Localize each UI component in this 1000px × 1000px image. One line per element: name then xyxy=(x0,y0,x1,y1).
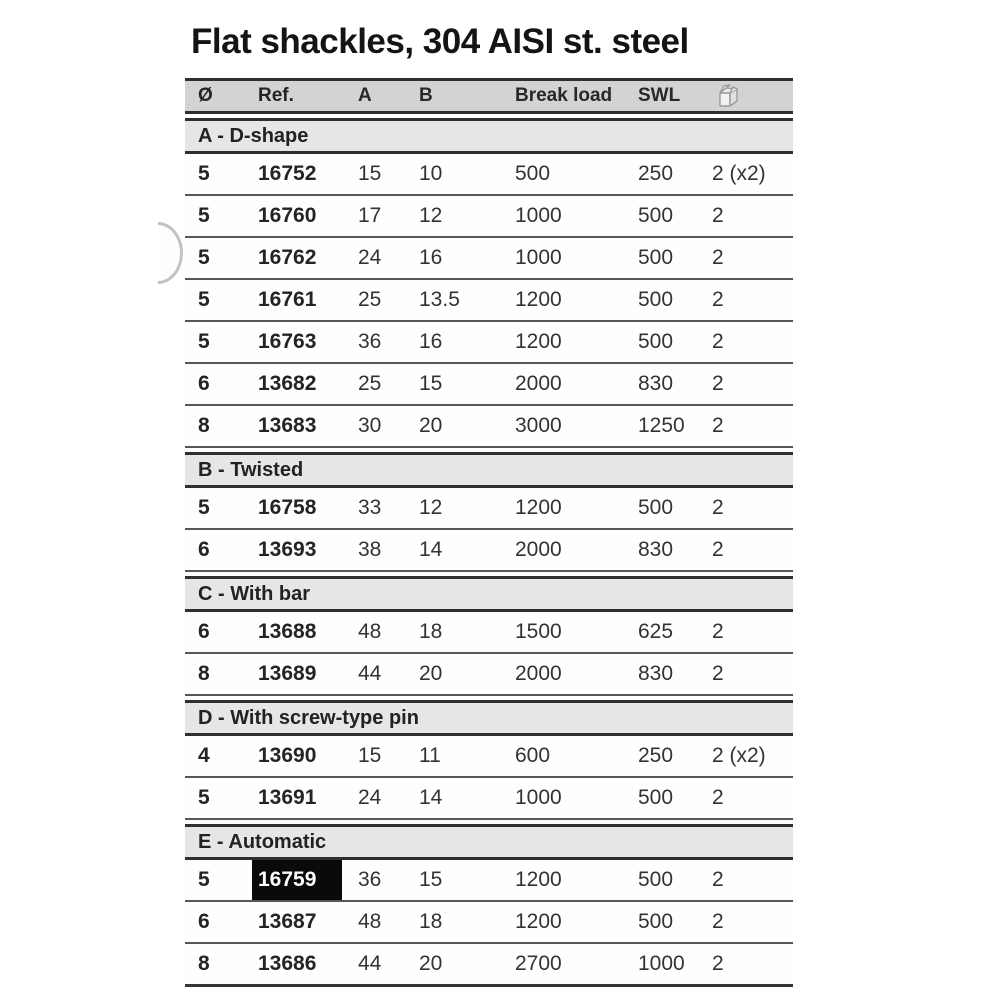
column-header-break-load: Break load xyxy=(515,84,613,106)
cell-break-load: 600 xyxy=(515,743,551,767)
cell-a: 24 xyxy=(358,785,382,809)
cell-qty: 2 xyxy=(712,951,724,975)
cell-diameter: 5 xyxy=(198,867,210,891)
table-row xyxy=(185,778,793,820)
cell-diameter: 6 xyxy=(198,909,210,933)
cell-qty: 2 xyxy=(712,329,724,353)
table-row xyxy=(185,364,793,406)
cell-swl: 500 xyxy=(638,287,674,311)
cell-qty: 2 xyxy=(712,287,724,311)
cell-a: 15 xyxy=(358,161,382,185)
cell-b: 12 xyxy=(419,495,443,519)
cell-diameter: 8 xyxy=(198,951,210,975)
cell-ref: 13682 xyxy=(258,371,317,395)
cell-diameter: 5 xyxy=(198,203,210,227)
cell-ref: 13691 xyxy=(258,785,317,809)
column-header-swl: SWL xyxy=(638,84,681,106)
cell-a: 24 xyxy=(358,245,382,269)
cell-diameter: 5 xyxy=(198,287,210,311)
cell-ref: 13683 xyxy=(258,413,317,437)
cell-ref: 13689 xyxy=(258,661,317,685)
cell-qty: 2 xyxy=(712,203,724,227)
cell-swl: 500 xyxy=(638,495,674,519)
cell-break-load: 1200 xyxy=(515,909,562,933)
section-header-d-shape: A - D-shape xyxy=(185,118,793,154)
catalog-page xyxy=(185,24,793,987)
cell-qty: 2 xyxy=(712,245,724,269)
table-row xyxy=(185,944,793,987)
cell-break-load: 2000 xyxy=(515,371,562,395)
cell-swl: 625 xyxy=(638,619,674,643)
cell-b: 18 xyxy=(419,909,443,933)
cell-break-load: 1200 xyxy=(515,329,562,353)
cell-a: 25 xyxy=(358,371,382,395)
cell-diameter: 6 xyxy=(198,371,210,395)
page-curl-artifact xyxy=(158,222,183,284)
shackles-table xyxy=(185,78,793,987)
cell-b: 14 xyxy=(419,537,443,561)
cell-qty: 2 xyxy=(712,661,724,685)
cell-ref: 16761 xyxy=(258,287,317,311)
table-row xyxy=(185,238,793,280)
page-title: Flat shackles, 304 AISI st. steel xyxy=(191,22,689,61)
cell-b: 15 xyxy=(419,371,443,395)
cell-diameter: 8 xyxy=(198,413,210,437)
cell-ref: 16760 xyxy=(258,203,317,227)
cell-diameter: 5 xyxy=(198,245,210,269)
table-row xyxy=(185,530,793,572)
cell-ref: 13690 xyxy=(258,743,317,767)
cell-qty: 2 xyxy=(712,371,724,395)
table-row xyxy=(185,322,793,364)
section-header-automatic: E - Automatic xyxy=(185,824,793,860)
cell-qty: 2 xyxy=(712,413,724,437)
cell-swl: 830 xyxy=(638,661,674,685)
cell-qty: 2 xyxy=(712,537,724,561)
cell-qty: 2 xyxy=(712,785,724,809)
cell-swl: 250 xyxy=(638,743,674,767)
cell-a: 15 xyxy=(358,743,382,767)
table-row xyxy=(185,406,793,448)
cell-swl: 830 xyxy=(638,537,674,561)
cell-swl: 500 xyxy=(638,785,674,809)
cell-a: 17 xyxy=(358,203,382,227)
cell-diameter: 5 xyxy=(198,329,210,353)
cell-ref: 13686 xyxy=(258,951,317,975)
section-header-twisted: B - Twisted xyxy=(185,452,793,488)
cell-break-load: 1500 xyxy=(515,619,562,643)
cell-ref: 13687 xyxy=(258,909,317,933)
cell-diameter: 4 xyxy=(198,743,210,767)
cell-a: 33 xyxy=(358,495,382,519)
cell-b: 10 xyxy=(419,161,443,185)
table-row xyxy=(185,612,793,654)
package-icon xyxy=(714,83,742,109)
cell-qty: 2 xyxy=(712,867,724,891)
cell-break-load: 3000 xyxy=(515,413,562,437)
cell-b: 16 xyxy=(419,245,443,269)
cell-break-load: 1000 xyxy=(515,785,562,809)
cell-qty: 2 (x2) xyxy=(712,161,766,185)
cell-b: 11 xyxy=(419,743,441,767)
cell-break-load: 1000 xyxy=(515,245,562,269)
table-row xyxy=(185,736,793,778)
cell-break-load: 2000 xyxy=(515,537,562,561)
cell-swl: 500 xyxy=(638,245,674,269)
cell-b: 13.5 xyxy=(419,287,460,311)
cell-swl: 500 xyxy=(638,329,674,353)
cell-break-load: 1200 xyxy=(515,495,562,519)
table-row xyxy=(185,196,793,238)
cell-swl: 1000 xyxy=(638,951,685,975)
table-row xyxy=(185,654,793,696)
cell-break-load: 2000 xyxy=(515,661,562,685)
cell-swl: 500 xyxy=(638,867,674,891)
cell-break-load: 2700 xyxy=(515,951,562,975)
table-row xyxy=(185,860,793,902)
cell-break-load: 1200 xyxy=(515,867,562,891)
cell-break-load: 1200 xyxy=(515,287,562,311)
cell-a: 36 xyxy=(358,867,382,891)
cell-diameter: 8 xyxy=(198,661,210,685)
cell-a: 48 xyxy=(358,619,382,643)
cell-ref: 16752 xyxy=(258,161,317,185)
cell-break-load: 1000 xyxy=(515,203,562,227)
table-row xyxy=(185,902,793,944)
cell-swl: 500 xyxy=(638,909,674,933)
cell-a: 36 xyxy=(358,329,382,353)
cell-swl: 500 xyxy=(638,203,674,227)
cell-diameter: 5 xyxy=(198,495,210,519)
cell-diameter: 6 xyxy=(198,619,210,643)
cell-b: 20 xyxy=(419,661,443,685)
cell-ref: 16763 xyxy=(258,329,317,353)
table-row xyxy=(185,488,793,530)
table-row xyxy=(185,154,793,196)
cell-ref-highlighted: 16759 xyxy=(252,860,342,900)
cell-b: 15 xyxy=(419,867,443,891)
cell-diameter: 5 xyxy=(198,785,210,809)
cell-b: 16 xyxy=(419,329,443,353)
cell-qty: 2 xyxy=(712,495,724,519)
cell-ref: 13688 xyxy=(258,619,317,643)
section-header-with-bar: C - With bar xyxy=(185,576,793,612)
cell-ref: 16762 xyxy=(258,245,317,269)
cell-qty: 2 (x2) xyxy=(712,743,766,767)
cell-a: 44 xyxy=(358,951,382,975)
cell-diameter: 6 xyxy=(198,537,210,561)
column-header-ref: Ref. xyxy=(258,84,294,106)
cell-a: 48 xyxy=(358,909,382,933)
cell-break-load: 500 xyxy=(515,161,551,185)
cell-a: 25 xyxy=(358,287,382,311)
cell-swl: 830 xyxy=(638,371,674,395)
cell-b: 14 xyxy=(419,785,443,809)
cell-a: 38 xyxy=(358,537,382,561)
column-header-diameter: Ø xyxy=(198,84,213,106)
cell-swl: 1250 xyxy=(638,413,685,437)
cell-a: 44 xyxy=(358,661,382,685)
cell-ref: 16758 xyxy=(258,495,317,519)
cell-ref: 13693 xyxy=(258,537,317,561)
cell-b: 20 xyxy=(419,413,443,437)
cell-diameter: 5 xyxy=(198,161,210,185)
cell-b: 20 xyxy=(419,951,443,975)
table-row xyxy=(185,280,793,322)
cell-swl: 250 xyxy=(638,161,674,185)
cell-b: 12 xyxy=(419,203,443,227)
table-header-row xyxy=(185,78,793,114)
cell-qty: 2 xyxy=(712,909,724,933)
cell-a: 30 xyxy=(358,413,382,437)
column-header-a: A xyxy=(358,84,372,106)
section-header-screw-pin: D - With screw-type pin xyxy=(185,700,793,736)
column-header-packaging xyxy=(710,83,793,109)
cell-b: 18 xyxy=(419,619,443,643)
cell-qty: 2 xyxy=(712,619,724,643)
column-header-b: B xyxy=(419,84,433,106)
